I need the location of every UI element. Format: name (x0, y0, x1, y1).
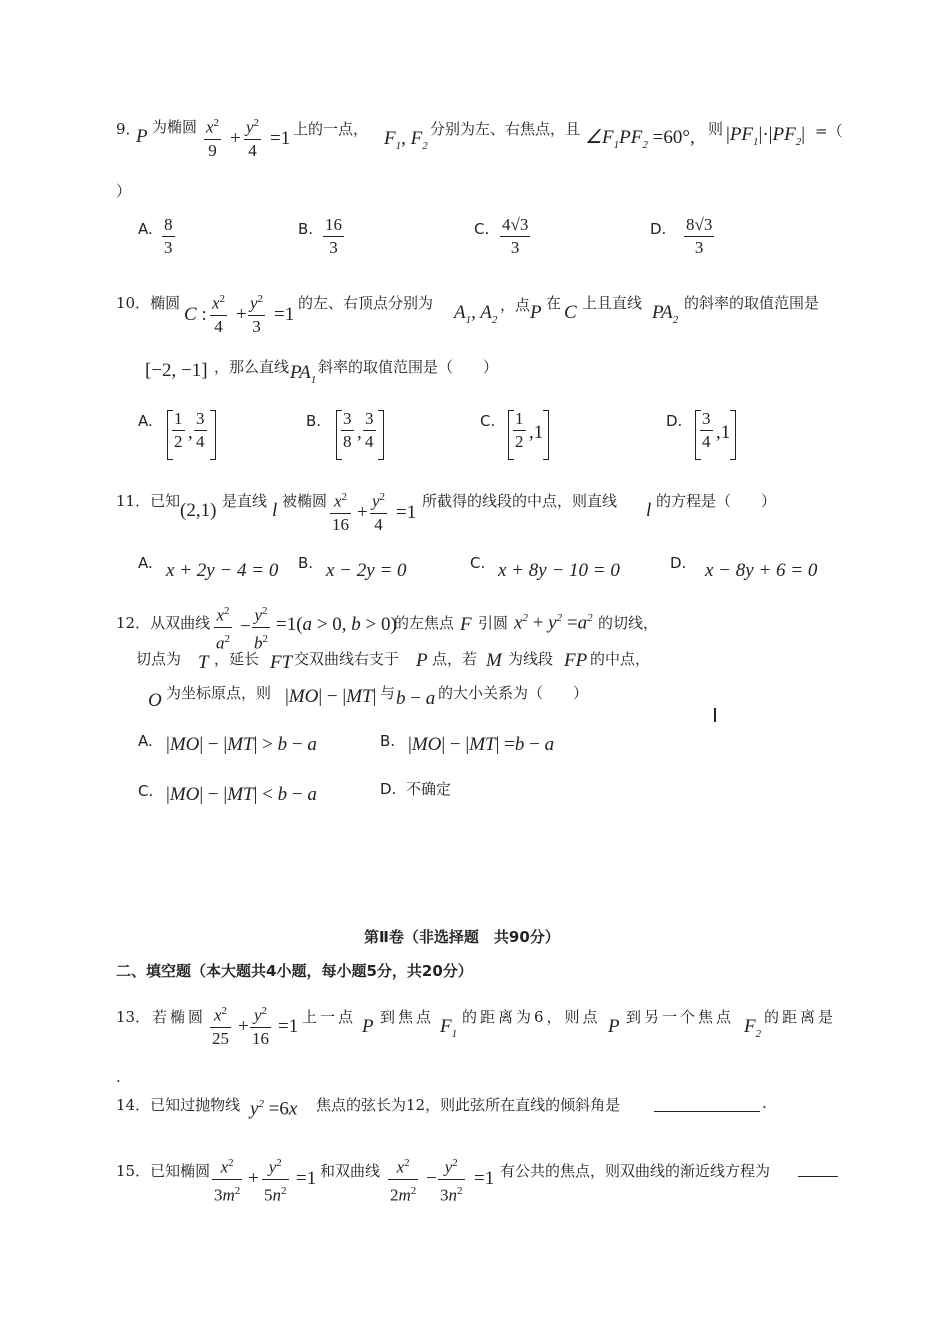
q12-fp: FP (564, 650, 588, 671)
q12-a-value[interactable]: |MO| − |MT| > b − a (166, 734, 317, 755)
q12-option-a[interactable]: A. (138, 732, 153, 750)
q11-c-value[interactable]: x + 8y − 10 = 0 (498, 560, 620, 581)
q15-plus: + (248, 1168, 259, 1189)
q10-text-6: ，那么直线 (214, 358, 290, 376)
q10-text-5: 的斜率的取值范围是 (684, 294, 820, 312)
q10-text-3: 在 (546, 294, 562, 312)
q12-text-5: ，延长 (214, 650, 260, 668)
q14-parabola: $y^2 =6x$ (250, 1098, 298, 1120)
q13-text-4: 的距离为6，则点 (462, 1008, 601, 1026)
q9-option-b[interactable]: B. (298, 220, 314, 238)
q12-number: 12．从双曲线 (116, 614, 211, 632)
q11-line-l2: l (646, 500, 652, 521)
q15-answer-blank[interactable] (798, 1176, 838, 1177)
q10-b-right-bracket (378, 410, 384, 460)
q13-eq1: =1 (278, 1016, 299, 1037)
q10-a-frac1[interactable]: 1 2 (174, 409, 183, 451)
q15-text-1: 和双曲线 (320, 1162, 381, 1180)
q13-text-2: 上一点 (302, 1008, 357, 1026)
q9-text-4: 则 (708, 120, 724, 138)
q11-frac-y2-4: $y^2$ 4 (372, 491, 386, 534)
q11-text-3: 所截得的线段的中点，则直线 (422, 492, 618, 510)
q10-c-frac1[interactable]: 1 2 (515, 409, 524, 451)
q12-text-11: 与 (380, 684, 396, 702)
q13-f2: $F_2$ (744, 1016, 762, 1040)
q12-d-value[interactable]: 不确定 (406, 780, 452, 798)
q12-b-value[interactable]: |MO| − |MT| =b − a (408, 734, 555, 755)
q13-text-3: 到焦点 (380, 1008, 435, 1026)
q12-option-b[interactable]: B. (380, 732, 396, 750)
q14-text-2: . (762, 1094, 767, 1112)
q10-option-b[interactable]: B. (306, 412, 322, 430)
q12-origin-o: O (148, 690, 162, 711)
q14-number: 14．已知过抛物线 (116, 1096, 241, 1114)
q10-a-comma: , (188, 422, 193, 443)
q13-point-p2: P (608, 1016, 620, 1037)
q10-text-1: 的左、右顶点分别为 (298, 294, 434, 312)
q10-d-right-bracket (730, 410, 736, 460)
q11-option-a[interactable]: A. (138, 554, 153, 572)
q12-expr: |MO| − |MT| (285, 686, 377, 707)
q12-b-minus-a: b − a (396, 688, 436, 709)
q12-option-d[interactable]: D. (380, 780, 397, 798)
q10-point-p: P (530, 302, 542, 323)
q10-text-2: ，点 (500, 296, 531, 314)
q13-frac-x2-25: $x^2$ 25 (212, 1005, 229, 1048)
q11-frac-x2-16: $x^2$ 16 (332, 491, 349, 534)
q15-frac-x2-3m2: $x^2$ $3m^2$ (214, 1157, 241, 1205)
q9-point-p: P (136, 126, 148, 147)
q13-text-1: 若椭圆 (152, 1008, 207, 1026)
q10-c-label: C : (184, 304, 207, 325)
q12-text-3: 的切线， (598, 614, 659, 632)
q11-number: 11．已知 (116, 492, 181, 510)
q11-b-value[interactable]: x − 2y = 0 (326, 560, 407, 581)
q15-frac-y2-3n2: $y^2$ $3n^2$ (440, 1157, 463, 1205)
q9-foci: $F_1$, $F_2$ (384, 128, 428, 152)
q11-a-value[interactable]: x + 2y − 4 = 0 (166, 560, 279, 581)
q9-d-value[interactable]: 8√3 3 (686, 215, 713, 257)
q9-b-value[interactable]: 16 3 (325, 215, 342, 257)
q13-text-5: 到另一个焦点 (626, 1008, 735, 1026)
q12-minus: − (240, 616, 251, 637)
q9-a-value[interactable]: 8 3 (164, 215, 173, 257)
q11-plus: + (357, 502, 368, 523)
q12-text-7: 点，若 (432, 650, 478, 668)
q14-text-1: 焦点的弦长为12，则此弦所在直线的倾斜角是 (316, 1096, 621, 1114)
q10-plus: + (236, 304, 247, 325)
q10-c-ref: C (564, 302, 577, 323)
q9-product: $|PF_1|\cdot|PF_2|$ (726, 124, 805, 148)
q9-text-6: ） (116, 182, 132, 200)
q10-vertices: $A_1$, $A_2$ (454, 302, 498, 326)
q12-focus-f: F (460, 614, 472, 635)
q11-point: (2,1) (180, 500, 217, 521)
q9-text-2: 上的一点， (293, 120, 369, 138)
q9-frac-x2-9: $x^2$ 9 (206, 117, 220, 160)
q12-text-1: 的左焦点 (394, 614, 455, 632)
q13-number: 13． (116, 1008, 151, 1026)
q12-frac-x2-a2: $x^2$ $a^2$ (216, 605, 230, 653)
q10-option-d[interactable]: D. (666, 412, 683, 430)
q13-text-7: . (116, 1068, 121, 1086)
q13-frac-y2-16: $y^2$ 16 (252, 1005, 269, 1048)
q10-text-7: 斜率的取值范围是（ ） (318, 358, 499, 376)
q9-text-3: 分别为左、右焦点，且 (430, 120, 581, 138)
q12-point-t: T (198, 652, 209, 673)
section-2-subtitle: 二、填空题（本大题共4小题，每小题5分，共20分） (116, 962, 473, 980)
q9-eq1: =1 (270, 128, 291, 149)
q12-text-9: 的中点， (590, 650, 651, 668)
q15-eq1: =1 (296, 1168, 317, 1189)
q13-f1: $F_1$ (440, 1016, 458, 1040)
q15-text-2: 有公共的焦点，则双曲线的渐近线方程为 (500, 1162, 771, 1180)
q9-angle: $\angle F_1PF_2 =60^\circ$, (585, 127, 695, 151)
q10-b-frac1[interactable]: 3 8 (343, 409, 352, 451)
q12-ft: FT (270, 652, 293, 673)
q11-d-value[interactable]: x − 8y + 6 = 0 (705, 560, 818, 581)
q9-frac-y2-4: $y^2$ 4 (246, 117, 260, 160)
q10-pa2: $PA_2$ (652, 302, 679, 326)
q10-pa1: $PA_1$ (290, 362, 317, 386)
section-2-title: 第Ⅱ卷（非选择题 共90分） (364, 928, 560, 946)
q14-answer-blank[interactable] (654, 1111, 760, 1112)
q12-text-4: 切点为 (136, 650, 182, 668)
q9-c-value[interactable]: 4√3 3 (502, 215, 529, 257)
q13-text-6: 的距离是 (764, 1008, 837, 1026)
q9-number: 9． (116, 120, 141, 138)
q10-frac-x2-4: $x^2$ 4 (212, 293, 226, 336)
q10-c-right-bracket (543, 410, 549, 460)
q10-d-frac1[interactable]: 3 4 (702, 409, 711, 451)
text-cursor (714, 708, 716, 722)
q15-frac-x2-2m2: $x^2$ $2m^2$ (390, 1157, 417, 1205)
q11-text-1: 是直线 (222, 492, 268, 510)
q10-number: 10．椭圆 (116, 294, 181, 312)
q10-option-c[interactable]: C. (480, 412, 496, 430)
q12-text-2: 引圆 (478, 614, 509, 632)
q10-text-4: 上且直线 (582, 294, 643, 312)
q10-range: [−2, −1] (145, 360, 208, 381)
q12-point-p: P (416, 650, 428, 671)
q12-text-8: 为线段 (508, 650, 554, 668)
q9-option-d[interactable]: D. (650, 220, 667, 238)
q12-circle-eq: $x^2 + y^2 =a^2$ (514, 612, 593, 634)
q10-a-right-bracket (210, 410, 216, 460)
q12-cond: =1(a > 0, b > 0) (276, 614, 397, 635)
q9-text-5: =（ (815, 122, 843, 140)
q9-plus: + (230, 128, 241, 149)
q15-eq1b: =1 (474, 1168, 495, 1189)
q11-line-l: l (272, 500, 278, 521)
q12-text-6: 交双曲线右支于 (294, 650, 400, 668)
q10-c-one: ,1 (529, 422, 544, 443)
q9-text-1: 为椭圆 (152, 118, 198, 136)
q10-option-a[interactable]: A. (138, 412, 153, 430)
q10-a-frac2[interactable]: 3 4 (196, 409, 205, 451)
q11-option-d[interactable]: D. (670, 554, 687, 572)
q9-option-a[interactable]: A. (138, 220, 153, 238)
q12-text-12: 的大小关系为（ ） (438, 684, 589, 702)
q10-d-one: ,1 (716, 422, 731, 443)
q10-frac-y2-3: $y^2$ 3 (250, 293, 264, 336)
q12-c-value[interactable]: |MO| − |MT| < b − a (166, 784, 317, 805)
q15-frac-y2-5n2: $y^2$ $5n^2$ (264, 1157, 287, 1205)
q11-option-b[interactable]: B. (298, 554, 314, 572)
q12-option-c[interactable]: C. (138, 782, 154, 800)
q12-point-m: M (486, 650, 502, 671)
q13-plus: + (238, 1016, 249, 1037)
q15-minus: − (426, 1168, 437, 1189)
q10-b-frac2[interactable]: 3 4 (365, 409, 374, 451)
q11-option-c[interactable]: C. (470, 554, 486, 572)
q12-frac-y2-b2: $y^2$ $b^2$ (254, 605, 268, 653)
q11-text-4: 的方程是（ ） (656, 492, 777, 510)
q15-number: 15．已知椭圆 (116, 1162, 211, 1180)
q11-text-2: 被椭圆 (282, 492, 328, 510)
q10-eq1: =1 (274, 304, 295, 325)
q9-option-c[interactable]: C. (474, 220, 490, 238)
q10-b-comma: , (357, 422, 362, 443)
q12-text-10: 为坐标原点，则 (166, 684, 272, 702)
q11-eq1: =1 (396, 502, 417, 523)
q13-point-p: P (362, 1016, 374, 1037)
